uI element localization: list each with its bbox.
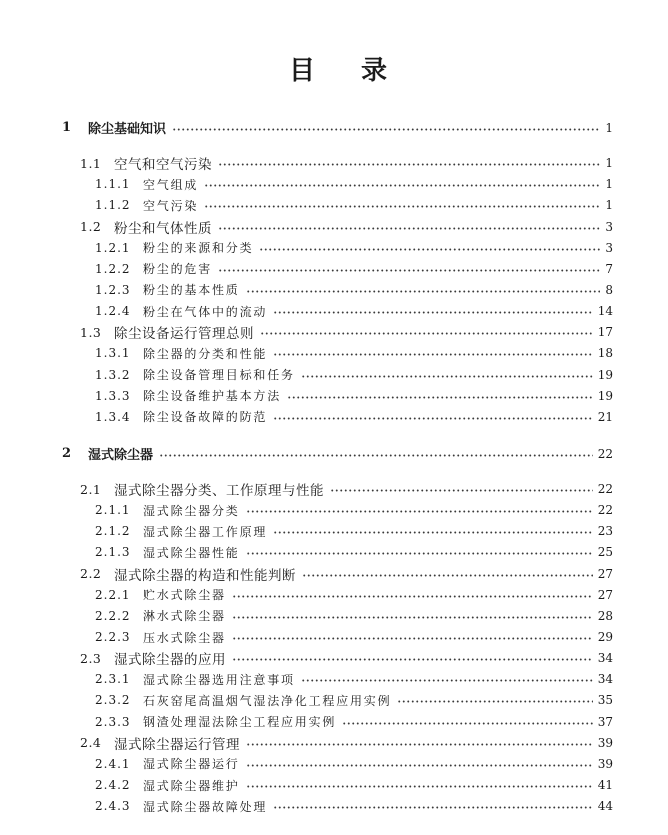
- toc-entry-title: 压水式除尘器: [143, 630, 226, 645]
- toc-entry-page: 8: [605, 282, 613, 297]
- toc-entry-page: 1: [605, 120, 613, 135]
- toc-entry-number: 1.1.2: [95, 198, 131, 213]
- toc-entry-page: 29: [597, 630, 613, 645]
- toc-leader-dots: [330, 489, 593, 492]
- toc-entry-page: 25: [597, 545, 613, 560]
- toc-entry-page: 19: [597, 388, 613, 403]
- toc-entry-title: 空气和空气污染: [114, 157, 212, 174]
- toc-entry-title: 湿式除尘器分类: [143, 503, 240, 518]
- toc-chapter-entry: [0, 443, 668, 464]
- toc-leader-dots: [301, 375, 593, 378]
- toc-entry-page: 22: [597, 446, 613, 461]
- toc-entry-page: 3: [605, 219, 613, 234]
- toc-entry-title: 除尘设备维护基本方法: [143, 389, 282, 404]
- toc-entry-title: 除尘基础知识: [88, 122, 167, 138]
- toc-entry-page: 39: [597, 756, 613, 771]
- toc-subsection-entry: [0, 605, 668, 626]
- toc-entry-number: 1.2.4: [95, 304, 131, 319]
- toc-entry-page: 44: [597, 799, 613, 814]
- toc-leader-dots: [273, 311, 593, 314]
- toc-subsection-entry: [0, 584, 668, 605]
- toc-subsection-entry: [0, 385, 668, 406]
- toc-entry-title: 湿式除尘器维护: [143, 778, 240, 793]
- toc-entry-title: 粉尘和气体性质: [114, 220, 212, 237]
- toc-entry-title: 除尘设备运行管理总则: [114, 326, 254, 343]
- toc-entry-number: 2.3.3: [95, 714, 131, 729]
- toc-entry-number: 2.1: [80, 481, 102, 497]
- toc-entry-page: 23: [597, 524, 613, 539]
- toc-entry-title: 粉尘的基本性质: [143, 283, 240, 298]
- toc-leader-dots: [246, 290, 601, 293]
- toc-chapter-entry: [0, 117, 668, 138]
- toc-entry-title: 除尘设备管理目标和任务: [143, 368, 295, 382]
- toc-entry-number: 1: [62, 120, 72, 136]
- toc-entry-page: 19: [597, 367, 613, 382]
- toc-entry-page: 22: [597, 482, 613, 497]
- toc-subsection-entry: [0, 406, 668, 427]
- toc-subsection-entry: [0, 753, 668, 774]
- toc-leader-dots: [218, 227, 600, 230]
- toc-entry-page: 21: [597, 409, 613, 424]
- toc-entry-number: 2.4.2: [95, 778, 131, 793]
- toc-entry-page: 34: [597, 672, 613, 687]
- toc-entry-title: 粉尘在气体中的流动: [143, 304, 268, 319]
- toc-section-entry: [0, 563, 668, 584]
- toc-section-entry: [0, 322, 668, 343]
- toc-leader-dots: [232, 616, 593, 619]
- toc-entry-number: 2.1.3: [95, 545, 131, 560]
- toc-entry-title: 空气污染: [143, 198, 199, 213]
- toc-entry-page: 14: [597, 304, 613, 319]
- toc-entry-title: 湿式除尘器选用注意事项: [143, 672, 295, 687]
- toc-entry-page: 1: [605, 198, 613, 213]
- toc-entry-page: 27: [597, 587, 613, 602]
- toc-subsection-entry: [0, 343, 668, 364]
- toc-entry-number: 2.4.1: [95, 756, 131, 771]
- toc-leader-dots: [246, 785, 593, 788]
- toc-entry-title: 湿式除尘器的应用: [114, 652, 226, 669]
- toc-subsection-entry: [0, 669, 668, 690]
- toc-leader-dots: [232, 595, 593, 598]
- toc-entry-number: 2.4.3: [95, 799, 131, 814]
- toc-entry-number: 2.2: [80, 566, 102, 582]
- toc-entry-number: 2.2.1: [95, 587, 131, 602]
- toc-entry-number: 2.2.2: [95, 608, 131, 623]
- toc-leader-dots: [287, 396, 593, 399]
- toc-entry-title: 空气组成: [143, 177, 199, 192]
- toc-subsection-entry: [0, 690, 668, 711]
- toc-leader-dots: [246, 552, 593, 555]
- toc-leader-dots: [232, 658, 593, 661]
- toc-subsection-entry: [0, 626, 668, 647]
- toc-entry-page: 22: [597, 503, 613, 518]
- toc-entry-title: 除尘器的分类和性能: [143, 346, 268, 361]
- toc-leader-dots: [246, 743, 593, 746]
- toc-entry-number: 2.3.2: [95, 693, 131, 708]
- toc-entry-title: 湿式除尘器: [88, 448, 154, 464]
- toc-entry-number: 1.3.2: [95, 367, 131, 382]
- toc-leader-dots: [273, 806, 593, 809]
- toc-entry-number: 2.1.2: [95, 524, 131, 539]
- toc-subsection-entry: [0, 542, 668, 563]
- toc-entry-number: 1.2.1: [95, 240, 131, 255]
- toc-entry-number: 1.1.1: [95, 177, 131, 192]
- toc-entry-number: 1.3.3: [95, 388, 131, 403]
- toc-subsection-entry: [0, 796, 668, 817]
- toc-entry-page: 1: [605, 156, 613, 171]
- toc-leader-dots: [397, 700, 592, 703]
- toc-subsection-entry: [0, 195, 668, 216]
- toc-entry-page: 37: [597, 714, 613, 729]
- toc-leader-dots: [218, 269, 600, 272]
- toc-entry-page: 28: [597, 608, 613, 623]
- toc-entry-page: 39: [597, 735, 613, 750]
- toc-leader-dots: [232, 637, 593, 640]
- toc-entry-number: 2.3: [80, 650, 102, 666]
- page-title: 目录: [289, 56, 434, 86]
- table-of-contents: [0, 117, 668, 816]
- toc-leader-dots: [260, 332, 593, 335]
- toc-entry-number: 2: [62, 446, 72, 462]
- toc-entry-title: 除尘设备故障的防范: [143, 410, 268, 425]
- toc-subsection-entry: [0, 521, 668, 542]
- toc-entry-title: 湿式除尘器运行管理: [114, 736, 240, 753]
- toc-entry-number: 2.1.1: [95, 503, 131, 518]
- toc-subsection-entry: [0, 174, 668, 195]
- toc-entry-title: 贮水式除尘器: [143, 588, 226, 603]
- toc-subsection-entry: [0, 279, 668, 300]
- toc-entry-page: 17: [597, 325, 613, 340]
- toc-entry-page: 18: [597, 346, 613, 361]
- toc-entry-number: 1.3.4: [95, 409, 131, 424]
- toc-entry-title: 粉尘的危害: [143, 262, 213, 277]
- toc-leader-dots: [246, 510, 593, 513]
- toc-entry-number: 1.2.2: [95, 261, 131, 276]
- toc-leader-dots: [273, 353, 593, 356]
- toc-entry-number: 2.4: [80, 735, 102, 751]
- toc-leader-dots: [218, 163, 600, 166]
- toc-section-entry: [0, 479, 668, 500]
- toc-leader-dots: [204, 184, 600, 187]
- toc-subsection-entry: [0, 301, 668, 322]
- toc-leader-dots: [204, 205, 600, 208]
- toc-entry-page: 35: [597, 693, 613, 708]
- toc-entry-page: 41: [597, 778, 613, 793]
- toc-entry-number: 1.2.3: [95, 282, 131, 297]
- toc-section-entry: [0, 648, 668, 669]
- toc-entry-title: 石灰窑尾高温烟气湿法净化工程应用实例: [143, 693, 392, 708]
- toc-entry-title: 湿式除尘器运行: [143, 757, 240, 772]
- toc-leader-dots: [172, 128, 600, 131]
- toc-entry-number: 1.3: [80, 324, 102, 340]
- toc-entry-number: 2.3.1: [95, 672, 131, 687]
- toc-section-entry: [0, 216, 668, 237]
- toc-subsection-entry: [0, 258, 668, 279]
- toc-leader-dots: [246, 764, 593, 767]
- toc-section-entry: [0, 732, 668, 753]
- toc-leader-dots: [259, 248, 600, 251]
- toc-entry-title: 湿式除尘器性能: [143, 545, 240, 560]
- toc-entry-page: 1: [605, 177, 613, 192]
- toc-entry-page: 34: [597, 651, 613, 666]
- toc-subsection-entry: [0, 500, 668, 521]
- toc-subsection-entry: [0, 774, 668, 795]
- toc-section-entry: [0, 153, 668, 174]
- toc-entry-title: 湿式除尘器的构造和性能判断: [114, 567, 296, 584]
- toc-entry-page: 7: [605, 261, 613, 276]
- toc-subsection-entry: [0, 711, 668, 732]
- toc-entry-title: 钢渣处理湿法除尘工程应用实例: [143, 715, 337, 730]
- toc-leader-dots: [301, 679, 593, 682]
- toc-leader-dots: [302, 574, 593, 577]
- toc-leader-dots: [273, 417, 593, 420]
- toc-entry-title: 湿式除尘器工作原理: [143, 524, 268, 539]
- toc-entry-title: 湿式除尘器故障处理: [143, 799, 268, 814]
- toc-subsection-entry: [0, 237, 668, 258]
- toc-subsection-entry: [0, 364, 668, 385]
- toc-entry-page: 27: [597, 566, 613, 581]
- toc-entry-title: 淋水式除尘器: [143, 609, 226, 624]
- toc-entry-number: 1.3.1: [95, 346, 131, 361]
- toc-entry-title: 湿式除尘器分类、工作原理与性能: [114, 483, 324, 500]
- toc-entry-title: 粉尘的来源和分类: [143, 241, 254, 256]
- toc-leader-dots: [273, 531, 593, 534]
- toc-entry-number: 1.1: [80, 155, 102, 171]
- toc-entry-page: 3: [605, 240, 613, 255]
- toc-entry-number: 1.2: [80, 219, 102, 235]
- toc-entry-number: 2.2.3: [95, 630, 131, 645]
- toc-leader-dots: [342, 722, 593, 725]
- toc-leader-dots: [159, 454, 593, 457]
